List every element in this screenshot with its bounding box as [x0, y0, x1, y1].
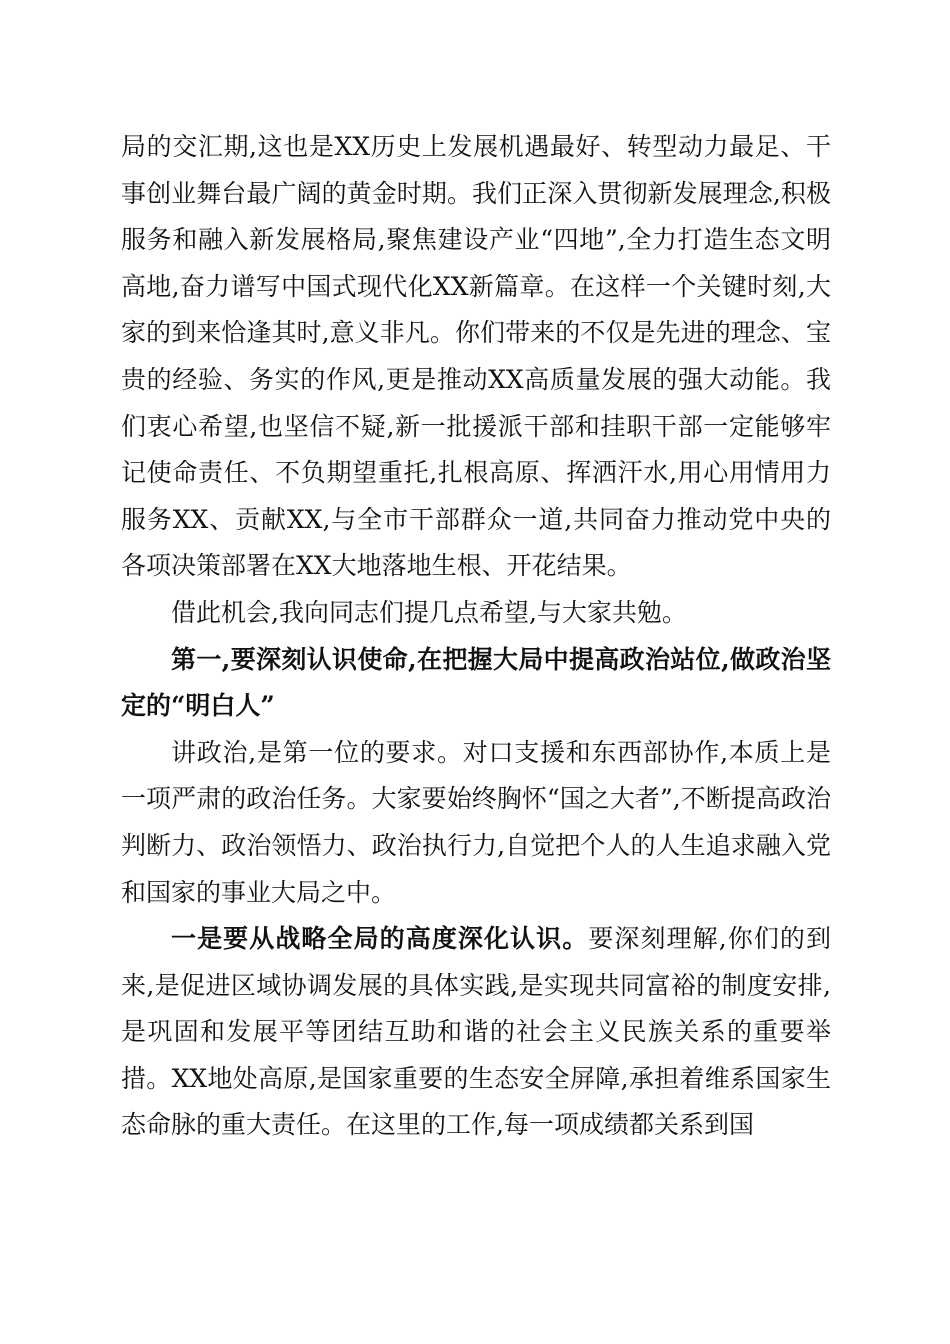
- paragraph-body-text: 要深刻理解,你们的到来,是促进区域协调发展的具体实践,是实现共同富裕的制度安排,是巩固和发展平等团结互助和谐的社会主义民族关系的重要举措。XX地处高原,是国家重要的生态安全屏障,承担着维系国家生态命脉的重大责任。在这里的工作,每一项成绩都关系到国: [121, 924, 831, 1140]
- paragraph-intro-hopes: 借此机会,我向同志们提几点希望,与大家共勉。: [171, 597, 687, 627]
- paragraph-politics: 讲政治,是第一位的要求。对口支援和东西部协作,本质上是一项严肃的政治任务。大家要始终胸怀“国之大者”,不断提高政治判断力、政治领悟力、政治执行力,自觉把个人的人生追求融入党和国家的事业大局之中。: [121, 737, 831, 907]
- section-heading-first: 第一,要深刻认识使命,在把握大局中提高政治站位,做政治坚定的“明白人”: [121, 644, 831, 721]
- document-body: [121, 124, 831, 1149]
- paragraph-lead-phrase: 一是要从战略全局的高度深化认识。: [171, 924, 589, 954]
- paragraph-strategic-view: [121, 916, 831, 1149]
- paragraph-continuation: 局的交汇期,这也是XX历史上发展机遇最好、转型动力最足、干事创业舞台最广阔的黄金时期。我们正深入贯彻新发展理念,积极服务和融入新发展格局,聚焦建设产业“四地”,全力打造生态文明高地,奋力谱写中国式现代化XX新篇章。在这样一个关键时刻,大家的到来恰逢其时,意义非凡。你们带来的不仅是先进的理念、宝贵的经验、务实的作风,更是推动XX高质量发展的强大动能。我们衷心希望,也坚信不疑,新一批援派干部和挂职干部一定能够牢记使命责任、不负期望重托,扎根高原、挥洒汗水,用心用情用力服务XX、贡献XX,与全市干部群众一道,共同奋力推动党中央的各项决策部署在XX大地落地生根、开花结果。: [121, 132, 831, 581]
